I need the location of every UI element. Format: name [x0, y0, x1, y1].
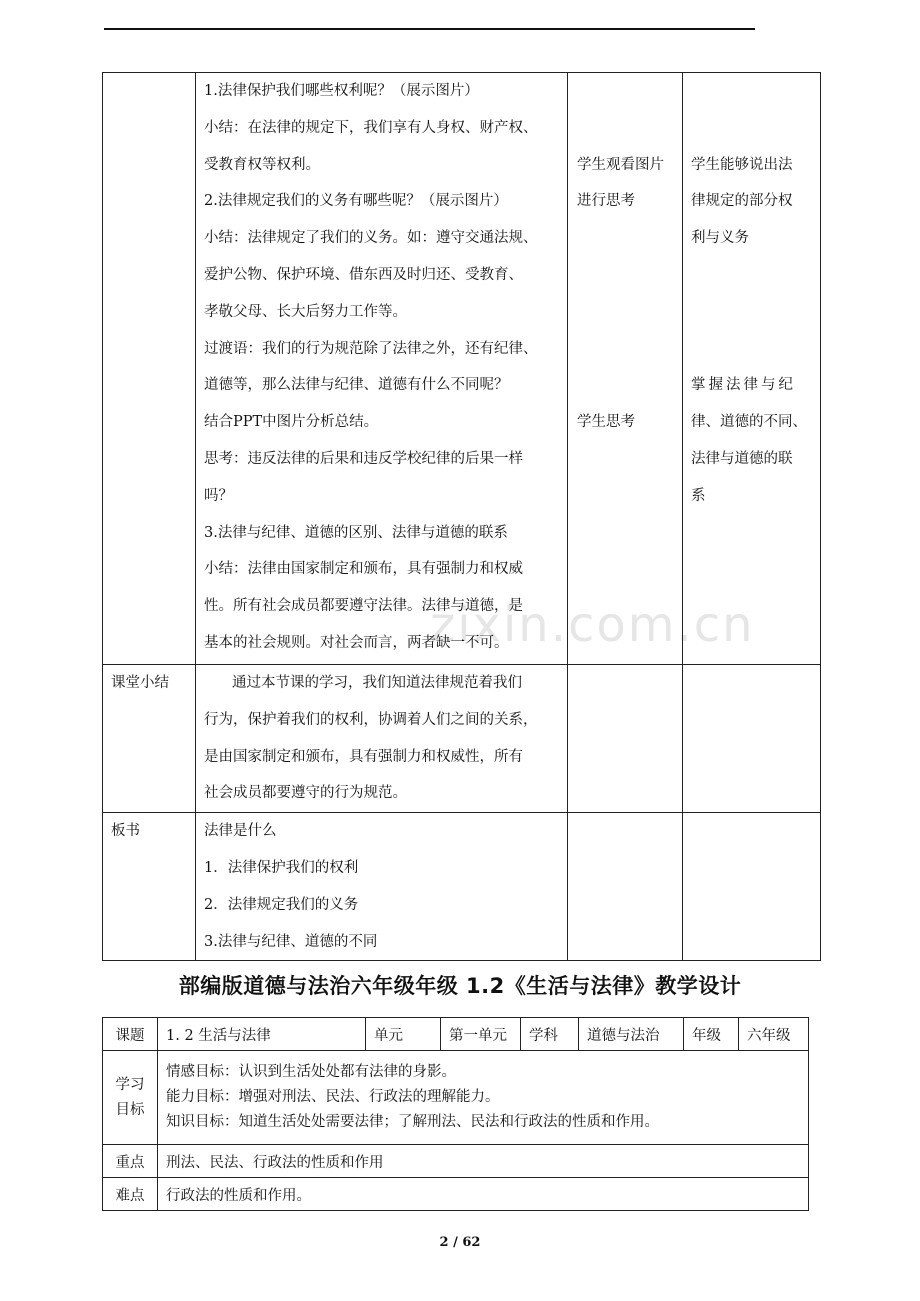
- content-line: 掌握法律与纪: [691, 377, 796, 394]
- goal-line: 知识目标：知道生活处处需要法律；了解刑法、民法和行政法的性质和作用。: [166, 1114, 659, 1130]
- content-line: [577, 331, 682, 368]
- grade-value: 六年级: [739, 1018, 809, 1051]
- content-line: 小结：法律由国家制定和颁布，具有强制力和权威: [204, 561, 523, 578]
- content-line: [691, 110, 820, 147]
- goals-content: [158, 1051, 809, 1145]
- subject-label: 学科: [521, 1018, 579, 1051]
- empty-cell: [568, 813, 683, 961]
- topic-label: 课题: [103, 1018, 158, 1051]
- content-line: 社会成员都要遵守的行为规范。: [204, 785, 407, 802]
- content-line: 进行思考: [577, 193, 635, 210]
- difficult-point-text: 行政法的性质和作用。: [158, 1178, 809, 1211]
- topic-value: 1. 2 生活与法律: [158, 1018, 366, 1051]
- goals-label-line: 学习: [115, 1076, 145, 1093]
- content-line: 学生思考: [577, 414, 635, 431]
- key-point-text: 刑法、民法、行政法的性质和作用: [158, 1145, 809, 1178]
- header-rule: [104, 28, 755, 30]
- content-line: [577, 294, 682, 331]
- goals-label: [103, 1051, 158, 1145]
- summary-content-cell: [196, 665, 568, 813]
- content-line: [691, 73, 820, 110]
- content-line: 性。所有社会成员都要遵守法律。法律与道德，是: [204, 598, 523, 615]
- design-intent-cell: [683, 73, 821, 665]
- table-row: [103, 1018, 809, 1051]
- content-line: 法律与道德的联: [691, 450, 793, 467]
- table-row: [103, 813, 821, 961]
- empty-label-cell: [103, 73, 196, 665]
- table-row: [103, 73, 821, 665]
- content-line: [577, 257, 682, 294]
- difficult-point-label: 难点: [103, 1178, 158, 1211]
- content-line: [691, 294, 820, 331]
- unit-label: 单元: [366, 1018, 441, 1051]
- content-line: 小结：在法律的规定下，我们享有人身权、财产权、: [204, 119, 538, 136]
- content-line: [577, 110, 682, 147]
- content-line: [577, 220, 682, 257]
- empty-cell: [568, 665, 683, 813]
- content-line: 学生能够说出法: [691, 156, 793, 173]
- row-label-cell: [103, 813, 196, 961]
- lesson-process-table: [102, 72, 821, 961]
- content-line: 道德等，那么法律与纪律、道德有什么不同呢？: [204, 377, 509, 394]
- content-line: 律、道德的不同、: [691, 414, 807, 431]
- content-line: 思考：违反法律的后果和违反学校纪律的后果一样: [204, 450, 523, 467]
- board-content-cell: [196, 813, 568, 961]
- empty-cell: [683, 813, 821, 961]
- page-number: 2 / 62: [439, 1235, 481, 1250]
- content-line: 吗？: [204, 487, 233, 504]
- content-line: [691, 257, 820, 294]
- content-line: 3.法律与纪律、道德的不同: [204, 933, 378, 950]
- content-line: 通过本节课的学习，我们知道法律规范着我们: [232, 675, 522, 691]
- empty-cell: [683, 665, 821, 813]
- subject-value: 道德与法治: [579, 1018, 684, 1051]
- key-point-label: 重点: [103, 1145, 158, 1178]
- content-line: [577, 73, 682, 110]
- row-label: 板书: [111, 823, 140, 840]
- content-line: 是由国家制定和颁布，具有强制力和权威性，所有: [204, 748, 523, 765]
- lesson-info-table: [102, 1017, 809, 1211]
- goals-label-line: 目标: [115, 1101, 145, 1118]
- content-line: 学生观看图片: [577, 156, 664, 173]
- content-line: 过渡语：我们的行为规范除了法律之外，还有纪律、: [204, 340, 538, 357]
- content-line: 法律是什么: [204, 823, 277, 840]
- table-row: [103, 1145, 809, 1178]
- content-line: [691, 331, 820, 368]
- content-line: 受教育权等权利。: [204, 156, 320, 173]
- content-line: 律规定的部分权: [691, 193, 793, 210]
- content-line: 行为，保护着我们的权利，协调着人们之间的关系，: [204, 711, 538, 728]
- table-row: [103, 665, 821, 813]
- content-line: 1．法律保护我们的权利: [204, 859, 359, 876]
- content-line: 2．法律规定我们的义务: [204, 896, 359, 913]
- document-title: 部编版道德与法治六年级年级 1.2《生活与法律》教学设计: [178, 974, 742, 998]
- unit-value: 第一单元: [441, 1018, 521, 1051]
- goal-line: 情感目标：认识到生活处处都有法律的身影。: [166, 1064, 456, 1080]
- content-line: 基本的社会规则。对社会而言，两者缺一不可。: [204, 634, 509, 651]
- student-activity-cell: [568, 73, 683, 665]
- table-row: [103, 1051, 809, 1145]
- content-line: 1.法律保护我们哪些权利呢？（展示图片）: [204, 83, 479, 99]
- content-line: 小结：法律规定了我们的义务。如：遵守交通法规、: [204, 230, 538, 247]
- row-label-cell: [103, 665, 196, 813]
- watermark: zixin.com.cn: [430, 597, 755, 653]
- content-line: 2.法律规定我们的义务有哪些呢？（展示图片）: [204, 193, 508, 210]
- content-line: 系: [691, 487, 706, 504]
- grade-label: 年级: [684, 1018, 739, 1051]
- table-row: [103, 1178, 809, 1211]
- row-label: 课堂小结: [111, 675, 169, 691]
- content-line: 结合PPT中图片分析总结。: [204, 414, 379, 431]
- content-line: [577, 367, 682, 404]
- content-line: 利与义务: [691, 230, 749, 247]
- content-line: 3.法律与纪律、道德的区别、法律与道德的联系: [204, 524, 508, 541]
- activity-content-cell: [196, 73, 568, 665]
- content-line: 孝敬父母、长大后努力工作等。: [204, 303, 407, 320]
- content-line: 爱护公物、保护环境、借东西及时归还、受教育、: [204, 266, 523, 283]
- goal-line: 能力目标：增强对刑法、民法、行政法的理解能力。: [166, 1089, 500, 1105]
